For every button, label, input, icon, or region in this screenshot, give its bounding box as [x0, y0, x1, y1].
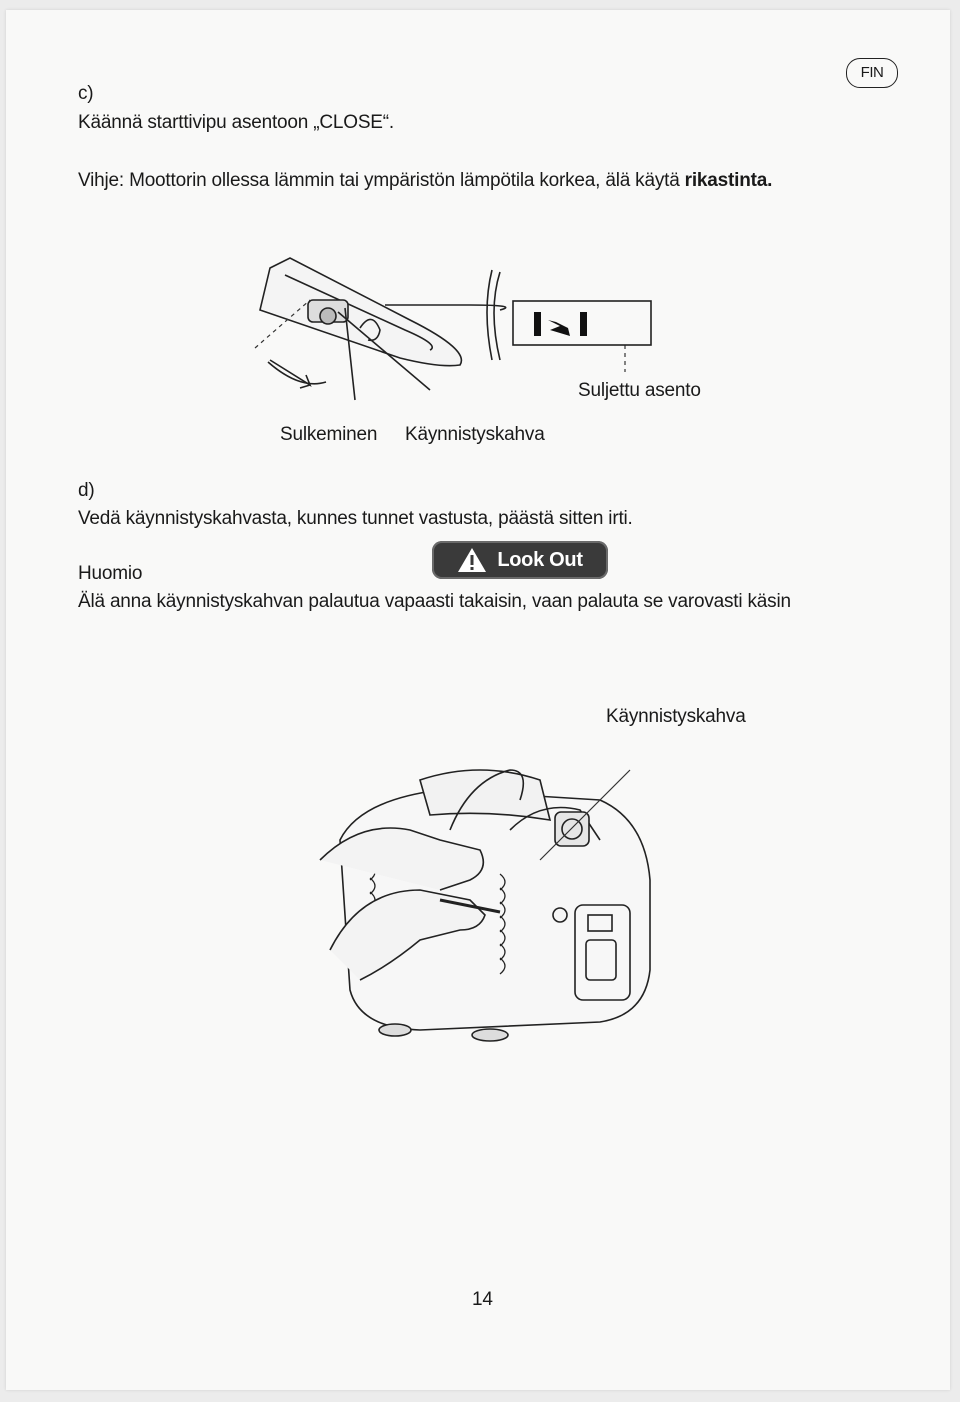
- label-closing: Sulkeminen: [280, 424, 378, 445]
- step-c-hint: [78, 170, 772, 192]
- look-out-label: Look Out: [497, 548, 583, 571]
- label-closed-position: Suljettu asento: [578, 380, 701, 401]
- page-number: 14: [472, 1289, 493, 1310]
- step-d-instruction: Vedä käynnistyskahvasta, kunnes tunnet vastusta, päästä sitten irti.: [78, 508, 633, 529]
- warning-triangle-icon: [457, 547, 487, 573]
- label-starter-handle-2: Käynnistyskahva: [606, 706, 746, 727]
- label-starter-handle-1: Käynnistyskahva: [405, 424, 545, 445]
- choke-closed-icon: [512, 300, 652, 348]
- step-c-label: c): [78, 83, 94, 104]
- language-badge: FIN: [846, 58, 898, 88]
- warning-text: Älä anna käynnistyskahvan palautua vapaasti takaisin, vaan palauta se varovasti käsin: [78, 591, 791, 612]
- step-d-label: d): [78, 480, 95, 501]
- generator-illustration: [300, 740, 670, 1050]
- hint-bold-text: rikastinta.: [684, 170, 773, 191]
- choke-lever-illustration: [230, 250, 670, 450]
- step-c-instruction: Käännä starttivipu asentoon „CLOSE“.: [78, 112, 394, 133]
- manual-page: [6, 10, 950, 1390]
- warning-title: Huomio: [78, 563, 143, 584]
- look-out-badge: [432, 541, 608, 579]
- hint-text: Vihje: Moottorin ollessa lämmin tai ympäristön lämpötila korkea, älä käytä: [78, 170, 685, 191]
